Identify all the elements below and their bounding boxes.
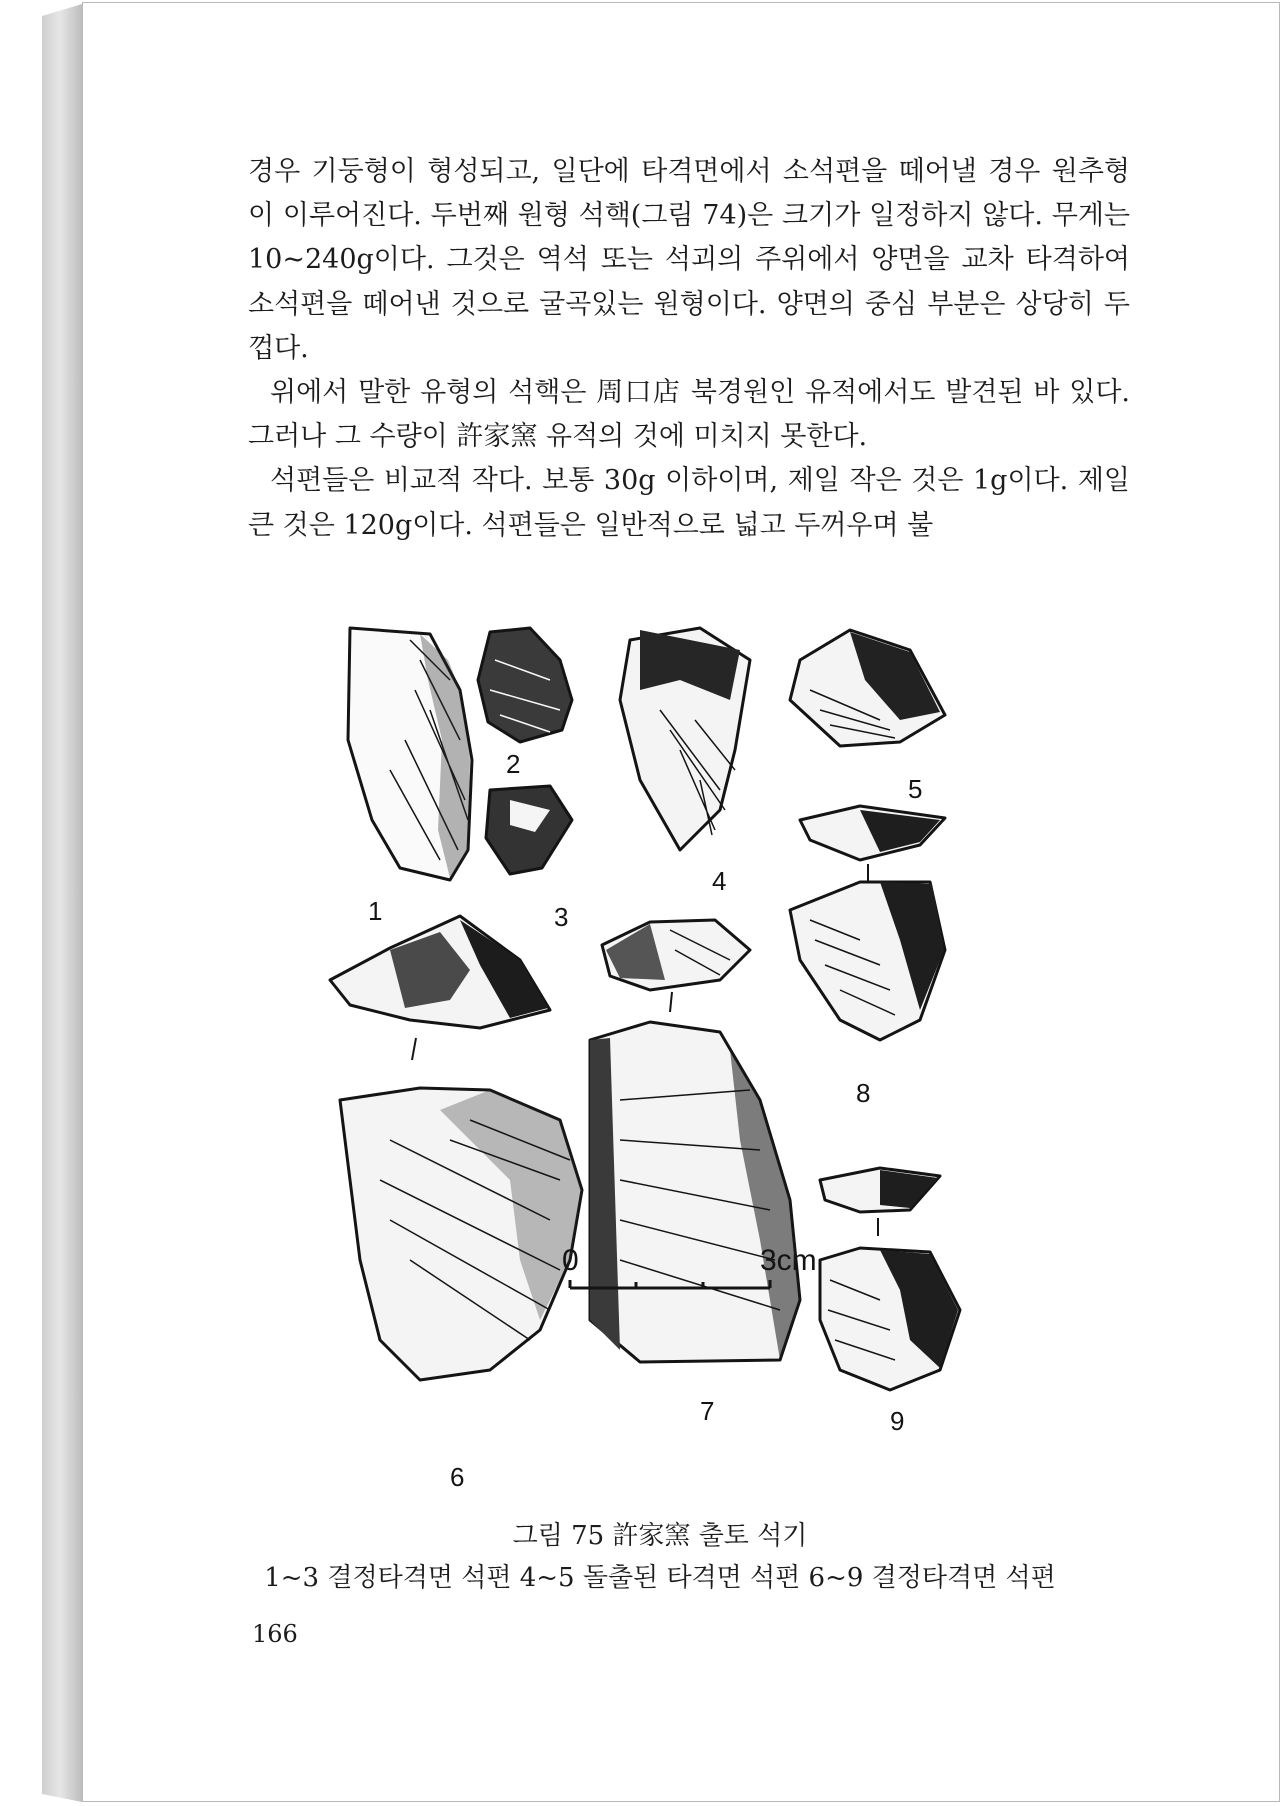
- body-text: [248, 150, 1130, 548]
- scale-end-label: 3cm: [760, 1244, 817, 1277]
- figure-caption-title: 그림 75 許家窯 출토 석기: [512, 1521, 808, 1551]
- page-number: 166: [252, 1620, 298, 1648]
- artifact-2: [478, 628, 572, 742]
- paragraph: 석편들은 비교적 작다. 보통 30g 이하이며, 제일 작은 것은 1g이다. 제일 큰 것은 120g이다. 석편들은 일반적으로 넓고 두꺼우며 불: [248, 465, 1130, 541]
- label-2: 2: [506, 749, 521, 779]
- label-6: 6: [450, 1462, 465, 1490]
- label-1: 1: [368, 896, 383, 926]
- label-7: 7: [700, 1396, 715, 1426]
- label-9: 9: [890, 1406, 905, 1436]
- scale-zero-label: 0: [562, 1244, 579, 1277]
- label-8: 8: [856, 1078, 871, 1108]
- figure-caption-subtitle: 1~3 결정타격면 석편 4~5 돌출된 타격면 석편 6~9 결정타격면 석편: [264, 1563, 1056, 1593]
- book-spine-edge: [42, 4, 82, 1802]
- label-5: 5: [908, 774, 923, 804]
- paragraph: 위에서 말한 유형의 석핵은 周口店 북경원인 유적에서도 발견된 바 있다. 그러나 그 수량이 許家窯 유적의 것에 미치지 못한다.: [248, 377, 1130, 453]
- paragraph: 경우 기둥형이 형성되고, 일단에 타격면에서 소석편을 떼어낼 경우 원추형이 이루어진다. 두번째 원형 석핵(그림 74)은 크기가 일정하지 않다. 무게는 10~240g이다. 그것은 역석 또는 석괴의 주위에서 양면을 교차 타격하여 소석편을 떼어낸 것으로 굴곡있는 원형이다. 양면의 중심 부분은 상당히 두껍다.: [248, 156, 1130, 364]
- stone-tools-figure: [320, 620, 1040, 1490]
- label-4: 4: [712, 866, 727, 896]
- label-3: 3: [554, 902, 569, 932]
